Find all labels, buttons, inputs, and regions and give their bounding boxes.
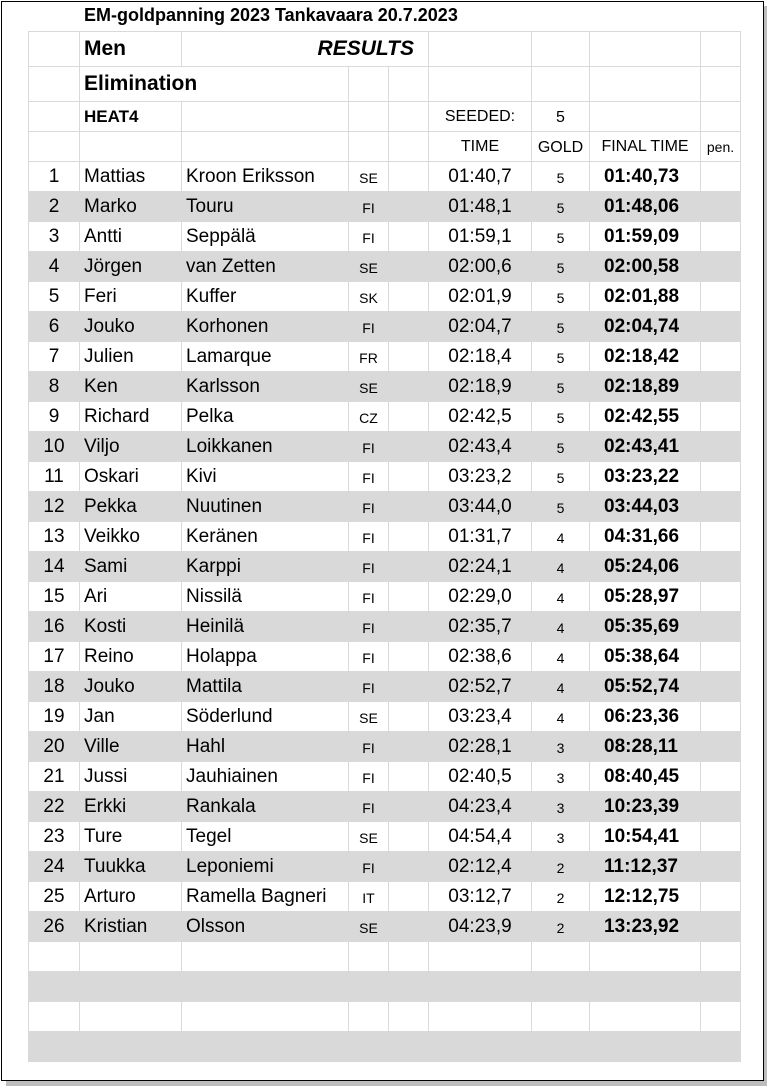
empty-cell <box>389 912 429 942</box>
country-cell: CZ <box>349 402 389 432</box>
position-cell: 7 <box>29 342 80 372</box>
empty-cell <box>389 582 429 612</box>
pen-cell <box>701 282 741 312</box>
first-name-cell: Ken <box>80 372 182 402</box>
country-cell: FI <box>349 462 389 492</box>
first-name-cell: Sami <box>80 552 182 582</box>
final-time-cell: 01:59,09 <box>590 222 701 252</box>
country-cell: FI <box>349 192 389 222</box>
table-row <box>29 882 741 912</box>
gold-cell: 2 <box>532 852 590 882</box>
time-cell: 02:18,4 <box>429 342 532 372</box>
last-name-cell: Tegel <box>182 822 349 852</box>
gold-cell: 4 <box>532 552 590 582</box>
empty-cell <box>389 222 429 252</box>
position-cell: 4 <box>29 252 80 282</box>
results-label: RESULTS <box>317 37 414 60</box>
first-name-cell: Jörgen <box>80 252 182 282</box>
table-row <box>29 462 741 492</box>
position-cell: 14 <box>29 552 80 582</box>
pen-cell <box>701 342 741 372</box>
table-row <box>29 822 741 852</box>
final-time-cell: 05:24,06 <box>590 552 701 582</box>
empty-cell <box>389 702 429 732</box>
time-cell: 04:23,4 <box>429 792 532 822</box>
time-cell: 01:40,7 <box>429 162 532 192</box>
last-name-cell: Kuffer <box>182 282 349 312</box>
final-time-cell: 01:40,73 <box>590 162 701 192</box>
position-cell: 25 <box>29 882 80 912</box>
country-cell: SE <box>349 162 389 192</box>
gold-cell: 3 <box>532 792 590 822</box>
table-row <box>29 552 741 582</box>
empty-cell <box>389 492 429 522</box>
header-row-heat <box>29 102 741 132</box>
last-name-cell: Rankala <box>182 792 349 822</box>
time-cell: 02:00,6 <box>429 252 532 282</box>
country-cell: FI <box>349 582 389 612</box>
first-name-cell: Oskari <box>80 462 182 492</box>
final-time-cell: 02:42,55 <box>590 402 701 432</box>
country-cell: FI <box>349 732 389 762</box>
column-header-row <box>29 132 741 162</box>
table-row <box>29 282 741 312</box>
pen-cell <box>701 792 741 822</box>
gold-cell: 4 <box>532 582 590 612</box>
time-cell: 02:01,9 <box>429 282 532 312</box>
position-cell: 20 <box>29 732 80 762</box>
pen-cell <box>701 642 741 672</box>
position-cell: 24 <box>29 852 80 882</box>
empty-cell <box>389 432 429 462</box>
position-cell: 6 <box>29 312 80 342</box>
time-cell: 02:04,7 <box>429 312 532 342</box>
time-cell: 03:23,2 <box>429 462 532 492</box>
first-name-cell: Julien <box>80 342 182 372</box>
position-cell: 5 <box>29 282 80 312</box>
time-cell: 01:59,1 <box>429 222 532 252</box>
last-name-cell: Karppi <box>182 552 349 582</box>
table-row <box>29 252 741 282</box>
country-cell: FI <box>349 492 389 522</box>
last-name-cell: Touru <box>182 192 349 222</box>
country-cell: SE <box>349 372 389 402</box>
gold-cell: 5 <box>532 192 590 222</box>
gold-header: GOLD <box>532 132 590 162</box>
gold-cell: 4 <box>532 612 590 642</box>
time-cell: 02:43,4 <box>429 432 532 462</box>
seeded-value: 5 <box>532 102 590 132</box>
first-name-cell: Mattias <box>80 162 182 192</box>
gold-cell: 5 <box>532 492 590 522</box>
empty-row <box>29 1002 741 1032</box>
table-row <box>29 852 741 882</box>
last-name-cell: Pelka <box>182 402 349 432</box>
position-cell: 13 <box>29 522 80 552</box>
final-time-cell: 10:54,41 <box>590 822 701 852</box>
position-cell: 19 <box>29 702 80 732</box>
empty-cell <box>389 282 429 312</box>
position-cell: 23 <box>29 822 80 852</box>
country-cell: FI <box>349 552 389 582</box>
country-cell: FI <box>349 312 389 342</box>
table-row <box>29 522 741 552</box>
position-cell: 3 <box>29 222 80 252</box>
country-cell: FI <box>349 672 389 702</box>
final-time-cell: 02:01,88 <box>590 282 701 312</box>
table-row <box>29 222 741 252</box>
first-name-cell: Richard <box>80 402 182 432</box>
position-cell: 26 <box>29 912 80 942</box>
position-cell: 22 <box>29 792 80 822</box>
final-time-header: FINAL TIME <box>590 132 701 162</box>
final-time-cell: 02:04,74 <box>590 312 701 342</box>
time-cell: 01:48,1 <box>429 192 532 222</box>
last-name-cell: Nuutinen <box>182 492 349 522</box>
final-time-cell: 05:35,69 <box>590 612 701 642</box>
empty-cell <box>389 402 429 432</box>
last-name-cell: Hahl <box>182 732 349 762</box>
first-name-cell: Kosti <box>80 612 182 642</box>
final-time-cell: 02:18,89 <box>590 372 701 402</box>
gold-cell: 2 <box>532 912 590 942</box>
final-time-cell: 11:12,37 <box>590 852 701 882</box>
table-row <box>29 672 741 702</box>
frame-shadow-bottom <box>6 1081 767 1086</box>
last-name-cell: Kivi <box>182 462 349 492</box>
position-cell: 11 <box>29 462 80 492</box>
empty-cell <box>389 162 429 192</box>
header-row-category <box>29 32 741 67</box>
time-cell: 02:24,1 <box>429 552 532 582</box>
empty-cell <box>389 252 429 282</box>
pen-cell <box>701 432 741 462</box>
category-label: Men <box>80 32 182 67</box>
pen-cell <box>701 192 741 222</box>
first-name-cell: Ville <box>80 732 182 762</box>
pen-cell <box>701 462 741 492</box>
table-row <box>29 912 741 942</box>
table-row <box>29 792 741 822</box>
first-name-cell: Ture <box>80 822 182 852</box>
position-cell: 2 <box>29 192 80 222</box>
final-time-cell: 02:00,58 <box>590 252 701 282</box>
position-cell: 18 <box>29 672 80 702</box>
country-cell: SE <box>349 912 389 942</box>
first-name-cell: Pekka <box>80 492 182 522</box>
position-cell: 15 <box>29 582 80 612</box>
last-name-cell: Ramella Bagneri <box>182 882 349 912</box>
country-cell: FR <box>349 342 389 372</box>
table-row <box>29 612 741 642</box>
first-name-cell: Arturo <box>80 882 182 912</box>
time-cell: 02:52,7 <box>429 672 532 702</box>
gold-cell: 5 <box>532 462 590 492</box>
empty-cell <box>389 342 429 372</box>
time-cell: 03:23,4 <box>429 702 532 732</box>
table-row <box>29 702 741 732</box>
pen-cell <box>701 852 741 882</box>
country-cell: FI <box>349 642 389 672</box>
final-time-cell: 04:31,66 <box>590 522 701 552</box>
empty-cell <box>389 312 429 342</box>
last-name-cell: Lamarque <box>182 342 349 372</box>
time-cell: 01:31,7 <box>429 522 532 552</box>
pen-cell <box>701 702 741 732</box>
table-row <box>29 642 741 672</box>
gold-cell: 2 <box>532 882 590 912</box>
final-time-cell: 02:18,42 <box>590 342 701 372</box>
gold-cell: 4 <box>532 522 590 552</box>
first-name-cell: Reino <box>80 642 182 672</box>
pen-cell <box>701 222 741 252</box>
round-label: Elimination <box>80 67 349 102</box>
last-name-cell: Karlsson <box>182 372 349 402</box>
gold-cell: 5 <box>532 342 590 372</box>
gold-cell: 3 <box>532 732 590 762</box>
position-cell: 8 <box>29 372 80 402</box>
time-cell: 02:18,9 <box>429 372 532 402</box>
empty-cell <box>389 822 429 852</box>
position-cell: 1 <box>29 162 80 192</box>
first-name-cell: Ari <box>80 582 182 612</box>
last-name-cell: van Zetten <box>182 252 349 282</box>
table-row <box>29 192 741 222</box>
final-time-cell: 01:48,06 <box>590 192 701 222</box>
final-time-cell: 05:52,74 <box>590 672 701 702</box>
last-name-cell: Seppälä <box>182 222 349 252</box>
empty-cell <box>389 792 429 822</box>
pen-cell <box>701 612 741 642</box>
final-time-cell: 02:43,41 <box>590 432 701 462</box>
last-name-cell: Kroon Eriksson <box>182 162 349 192</box>
position-cell: 16 <box>29 612 80 642</box>
heat-label: HEAT4 <box>80 102 182 132</box>
country-cell: SE <box>349 702 389 732</box>
last-name-cell: Heinilä <box>182 612 349 642</box>
first-name-cell: Veikko <box>80 522 182 552</box>
empty-cell <box>389 672 429 702</box>
country-cell: IT <box>349 882 389 912</box>
empty-cell <box>389 852 429 882</box>
pen-cell <box>701 372 741 402</box>
final-time-cell: 08:28,11 <box>590 732 701 762</box>
gold-cell: 5 <box>532 222 590 252</box>
empty-cell <box>389 372 429 402</box>
table-row <box>29 312 741 342</box>
time-cell: 02:29,0 <box>429 582 532 612</box>
country-cell: FI <box>349 222 389 252</box>
last-name-cell: Mattila <box>182 672 349 702</box>
empty-cell <box>389 462 429 492</box>
first-name-cell: Viljo <box>80 432 182 462</box>
country-cell: FI <box>349 792 389 822</box>
first-name-cell: Kristian <box>80 912 182 942</box>
final-time-cell: 03:44,03 <box>590 492 701 522</box>
country-cell: FI <box>349 432 389 462</box>
gold-cell: 5 <box>532 372 590 402</box>
last-name-cell: Holappa <box>182 642 349 672</box>
gold-cell: 5 <box>532 402 590 432</box>
last-name-cell: Leponiemi <box>182 852 349 882</box>
pen-cell <box>701 762 741 792</box>
pen-cell <box>701 252 741 282</box>
time-cell: 02:40,5 <box>429 762 532 792</box>
position-cell: 17 <box>29 642 80 672</box>
position-cell: 10 <box>29 432 80 462</box>
empty-row <box>29 942 741 972</box>
last-name-cell: Söderlund <box>182 702 349 732</box>
table-row <box>29 402 741 432</box>
final-time-cell: 08:40,45 <box>590 762 701 792</box>
first-name-cell: Feri <box>80 282 182 312</box>
time-cell: 04:23,9 <box>429 912 532 942</box>
country-cell: SE <box>349 822 389 852</box>
time-cell: 02:28,1 <box>429 732 532 762</box>
country-cell: FI <box>349 612 389 642</box>
document-title: EM-goldpanning 2023 Tankavaara 20.7.2023 <box>84 5 458 25</box>
time-header: TIME <box>429 132 532 162</box>
pen-cell <box>701 162 741 192</box>
country-cell: FI <box>349 762 389 792</box>
final-time-cell: 12:12,75 <box>590 882 701 912</box>
final-time-cell: 13:23,92 <box>590 912 701 942</box>
gold-cell: 5 <box>532 162 590 192</box>
final-time-cell: 06:23,36 <box>590 702 701 732</box>
first-name-cell: Antti <box>80 222 182 252</box>
empty-cell <box>389 882 429 912</box>
empty-cell <box>389 192 429 222</box>
pen-cell <box>701 582 741 612</box>
pen-cell <box>701 822 741 852</box>
first-name-cell: Marko <box>80 192 182 222</box>
time-cell: 03:44,0 <box>429 492 532 522</box>
empty-row <box>29 1032 741 1062</box>
gold-cell: 4 <box>532 702 590 732</box>
final-time-cell: 10:23,39 <box>590 792 701 822</box>
gold-cell: 3 <box>532 762 590 792</box>
country-cell: FI <box>349 522 389 552</box>
gold-cell: 3 <box>532 822 590 852</box>
table-row <box>29 432 741 462</box>
first-name-cell: Erkki <box>80 792 182 822</box>
final-time-cell: 05:38,64 <box>590 642 701 672</box>
empty-row <box>29 972 741 1002</box>
final-time-cell: 03:23,22 <box>590 462 701 492</box>
last-name-cell: Keränen <box>182 522 349 552</box>
pen-cell <box>701 312 741 342</box>
empty-cell <box>389 762 429 792</box>
time-cell: 02:38,6 <box>429 642 532 672</box>
first-name-cell: Jussi <box>80 762 182 792</box>
last-name-cell: Nissilä <box>182 582 349 612</box>
country-cell: SK <box>349 282 389 312</box>
table-row <box>29 762 741 792</box>
last-name-cell: Olsson <box>182 912 349 942</box>
position-cell: 9 <box>29 402 80 432</box>
table-row <box>29 162 741 192</box>
gold-cell: 4 <box>532 672 590 702</box>
empty-cell <box>389 552 429 582</box>
time-cell: 04:54,4 <box>429 822 532 852</box>
final-time-cell: 05:28,97 <box>590 582 701 612</box>
time-cell: 03:12,7 <box>429 882 532 912</box>
gold-cell: 5 <box>532 252 590 282</box>
first-name-cell: Jan <box>80 702 182 732</box>
time-cell: 02:35,7 <box>429 612 532 642</box>
results-cell <box>182 32 429 67</box>
pen-cell <box>701 492 741 522</box>
header-row-round <box>29 67 741 102</box>
pen-cell <box>701 912 741 942</box>
seeded-label: SEEDED: <box>429 102 532 132</box>
results-table <box>28 31 741 1062</box>
table-row <box>29 732 741 762</box>
table-row <box>29 582 741 612</box>
country-cell: SE <box>349 252 389 282</box>
pen-cell <box>701 522 741 552</box>
last-name-cell: Korhonen <box>182 312 349 342</box>
empty-cell <box>389 522 429 552</box>
last-name-cell: Loikkanen <box>182 432 349 462</box>
position-cell: 21 <box>29 762 80 792</box>
empty-cell <box>389 612 429 642</box>
pen-cell <box>701 672 741 702</box>
country-cell: FI <box>349 852 389 882</box>
gold-cell: 5 <box>532 312 590 342</box>
table-row <box>29 492 741 522</box>
pen-cell <box>701 552 741 582</box>
pen-cell <box>701 732 741 762</box>
position-cell: 12 <box>29 492 80 522</box>
table-row <box>29 372 741 402</box>
first-name-cell: Jouko <box>80 672 182 702</box>
gold-cell: 5 <box>532 282 590 312</box>
first-name-cell: Tuukka <box>80 852 182 882</box>
gold-cell: 5 <box>532 432 590 462</box>
time-cell: 02:42,5 <box>429 402 532 432</box>
first-name-cell: Jouko <box>80 312 182 342</box>
pen-cell <box>701 402 741 432</box>
gold-cell: 4 <box>532 642 590 672</box>
table-row <box>29 342 741 372</box>
pen-cell <box>701 882 741 912</box>
pen-header: pen. <box>701 132 741 162</box>
empty-cell <box>389 642 429 672</box>
empty-cell <box>389 732 429 762</box>
time-cell: 02:12,4 <box>429 852 532 882</box>
last-name-cell: Jauhiainen <box>182 762 349 792</box>
